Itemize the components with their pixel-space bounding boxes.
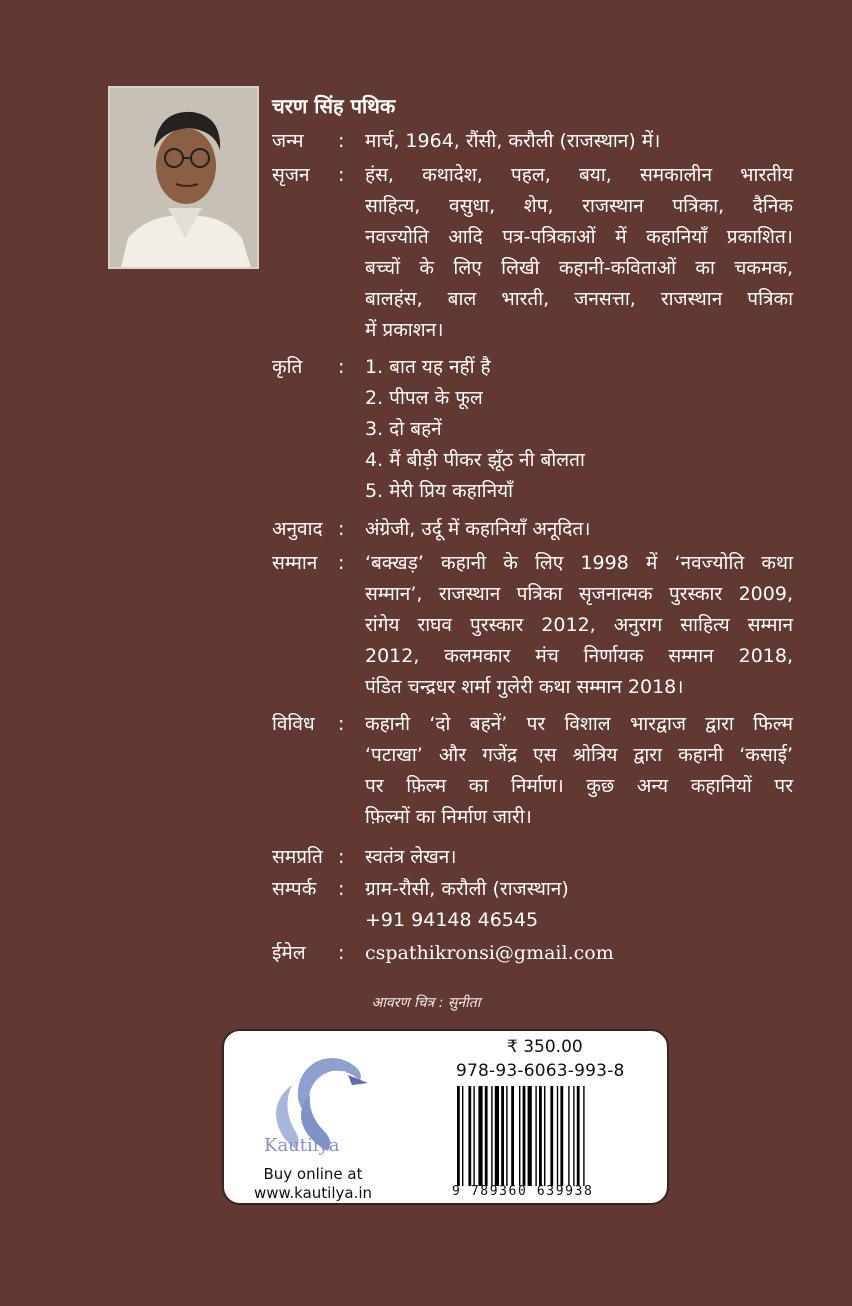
misc-value: कहानी ‘दो बहनें’ पर विशाल भारद्वाज द्वारा फिल्म ‘पटाखा’ और गजेंद्र एस श्रोत्रिय द्वारा कहानी ‘कसाई’ पर फ़िल्म का निर्माण। कुछ अन्य कहानियों पर फ़िल्मों का निर्माण जारी। — [365, 713, 793, 828]
works-list — [365, 352, 793, 507]
list-item: 5. मेरी प्रिय कहानियाँ — [365, 480, 514, 502]
list-item: 2. पीपल के फूल — [365, 387, 483, 409]
birth-label: जन्म — [272, 130, 304, 152]
cover-credit: आवरण चित्र : सुनीता — [371, 995, 481, 1011]
price: ₹ 350.00 — [507, 1037, 583, 1057]
isbn: 978-93-6063-993-8 — [456, 1061, 625, 1081]
email-label: ईमेल — [272, 942, 306, 964]
contact-address: ग्राम-रौसी, करौली (राजस्थान) — [365, 878, 569, 900]
birth-value: मार्च, 1964, रौंसी, करौली (राजस्थान) में। — [365, 130, 661, 152]
translation-value: अंग्रेजी, उर्दू में कहानियाँ अनूदित। — [365, 518, 591, 540]
current-value: स्वतंत्र लेखन। — [365, 846, 457, 868]
contact-label: सम्पर्क — [272, 878, 317, 900]
email-value: cspathikronsi@gmail.com — [365, 942, 614, 964]
barcode-icon — [457, 1086, 617, 1186]
current-label: समप्रति — [272, 846, 323, 868]
misc-label: विविध — [272, 713, 315, 735]
list-item: 3. दो बहनें — [365, 418, 442, 440]
author-photo — [108, 86, 259, 269]
list-item: 1. बात यह नहीं है — [365, 356, 491, 378]
honours-value: ‘बक्खड़’ कहानी के लिए 1998 में ‘नवज्योति कथा सम्मान’, राजस्थान पत्रिका सृजनात्मक पुरस्कार 2009, रांगेय राघव पुरस्कार 2012, अनुराग साहित्य सम्मान 2012, कलमकार मंच निर्णायक सम्मान 2018, पंडित चन्द्रधर शर्मा गुलेरी कथा सम्मान 2018। — [365, 552, 793, 698]
contact-value — [365, 874, 793, 936]
contact-phone: +91 94148 46545 — [365, 909, 539, 931]
honours-label: सम्मान — [272, 552, 318, 574]
brand-name: Kautilya — [264, 1135, 340, 1156]
buy-online: Buy online at www.kautilya.in — [253, 1165, 373, 1202]
translation-label: अनुवाद — [272, 518, 323, 540]
creation-value: हंस, कथादेश, पहल, बया, समकालीन भारतीय साहित्य, वसुधा, शेप, राजस्थान पत्रिका, दैनिक नवज्योति आदि पत्र-पत्रिकाओं में कहानियाँ प्रकाशित। बच्चों के लिए लिखी कहानी-कविताओं का चकमक, बालहंस, बाल भारती, जनसत्ता, राजस्थान पत्रिका में प्रकाशन। — [365, 164, 793, 341]
barcode-digits: 9 789360 639938 — [452, 1184, 594, 1199]
publisher-box — [222, 1029, 669, 1205]
works-label: कृति — [272, 356, 303, 378]
author-name: चरण सिंह पथिक — [272, 94, 396, 118]
creation-label: सृजन — [272, 164, 310, 186]
list-item: 4. मैं बीड़ी पीकर झूँठ नी बोलता — [365, 449, 585, 471]
